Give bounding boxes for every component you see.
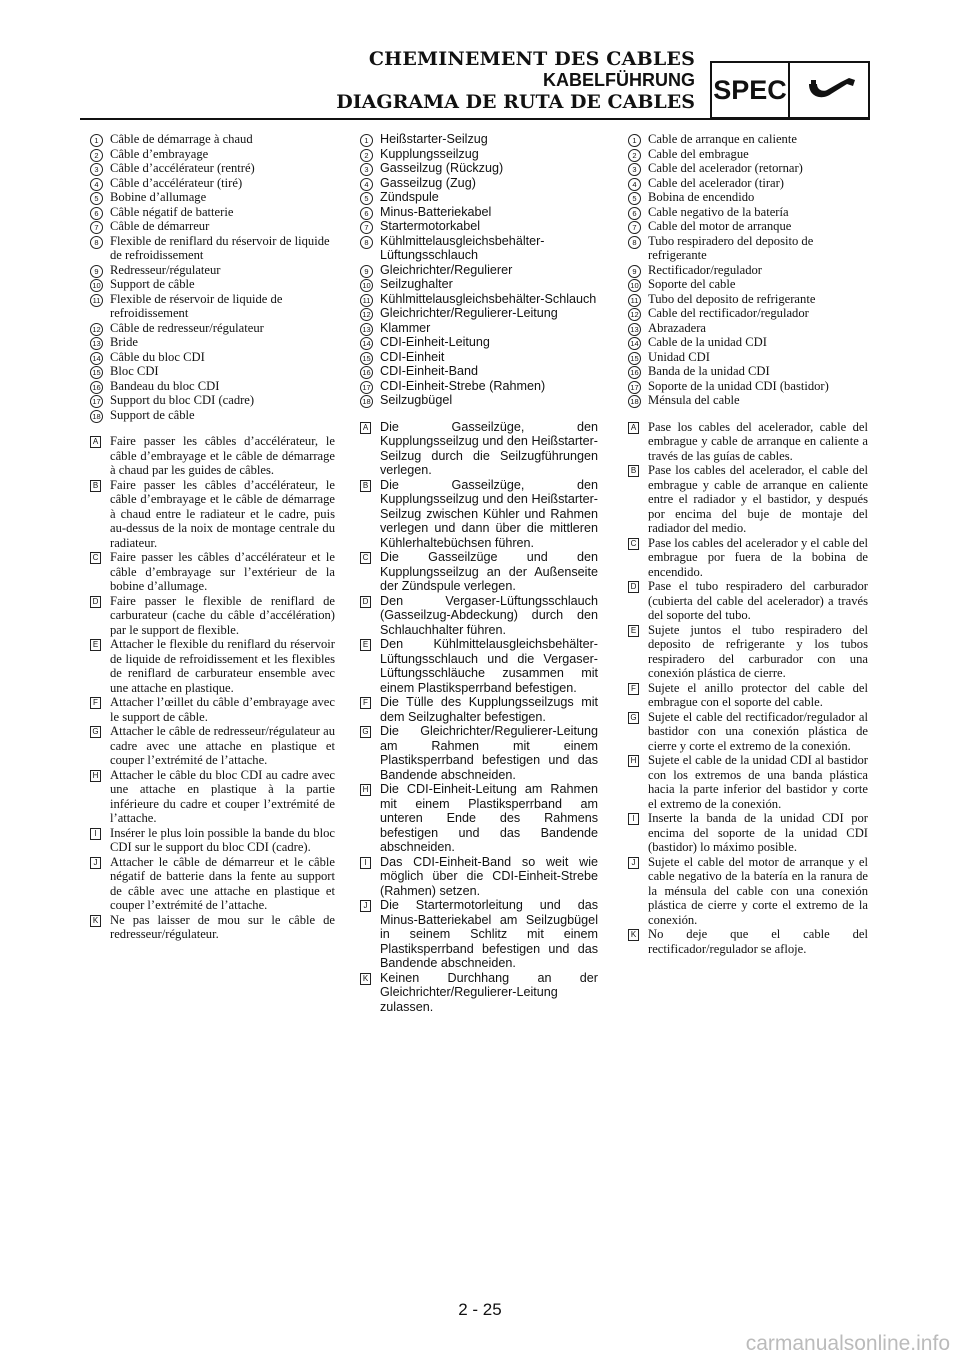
part-item (628, 292, 868, 307)
part-item (360, 263, 598, 278)
routing-note (628, 463, 868, 536)
note-letter: A (90, 436, 101, 448)
part-item (360, 335, 598, 350)
item-text: Support du bloc CDI (cadre) (110, 393, 255, 407)
item-text: Tubo del deposito de refrigerante (648, 291, 816, 306)
part-item (628, 176, 868, 191)
item-number: 15 (628, 352, 641, 365)
part-item (360, 292, 598, 307)
item-number: 1 (628, 134, 641, 147)
part-item (360, 306, 598, 321)
note-text: Die CDI-Einheit-Leitung am Rahmen mit einem Plastiksperrband am unteren Ende des Rahmens befestigen und das Bandende abschneiden. (380, 782, 598, 854)
item-number: 9 (90, 265, 103, 278)
part-item (90, 364, 335, 379)
part-item (360, 393, 598, 408)
note-text: Faire passer le flexible de reniflard de carburateur (cache du câble d’accélération) par le support de flexible. (110, 593, 335, 637)
routing-note (628, 927, 868, 956)
note-text: Die Gasseilzüge und den Kupplungsseilzug an der Außenseite der Zündspule verlegen. (380, 550, 598, 593)
item-number: 3 (90, 163, 103, 176)
note-letter: G (90, 726, 101, 738)
item-text: Gasseilzug (Rückzug) (380, 161, 504, 175)
part-item (628, 190, 868, 205)
item-text: Câble de redresseur/régulateur (110, 320, 264, 335)
item-number: 12 (360, 308, 373, 321)
item-number: 4 (628, 178, 641, 191)
item-text: Câble d’accélérateur (rentré) (110, 161, 255, 175)
watermark: carmanualsonline.info (745, 1332, 950, 1355)
item-text: Cable del rectificador/regulador (648, 306, 809, 320)
item-text: Soporte de la unidad CDI (bastidor) (648, 378, 829, 393)
part-item (628, 161, 868, 176)
wrench-icon (801, 72, 857, 108)
note-letter: J (360, 900, 371, 912)
item-text: CDI-Einheit-Strebe (Rahmen) (380, 378, 546, 393)
item-number: 10 (628, 279, 641, 292)
page-number: 2 - 25 (458, 1300, 502, 1319)
note-text: Faire passer les câbles d’accélérateur et le câble d’embrayage sur l’extérieur de la bobine d’allumage. (110, 550, 335, 593)
item-text: CDI-Einheit (380, 349, 445, 364)
routing-note (628, 753, 868, 811)
item-number: 5 (90, 192, 103, 205)
item-number: 1 (360, 134, 373, 147)
item-number: 10 (90, 279, 103, 292)
item-number: 5 (628, 192, 641, 205)
item-number: 5 (360, 192, 373, 205)
part-item (90, 161, 335, 176)
routing-note (90, 434, 335, 478)
note-text: Sujete juntos el tubo respiradero del deposito de refrigerante y los tubos respiradero del carburador con una conexión plástica de cierre. (648, 622, 868, 680)
note-letter: C (628, 538, 639, 550)
item-number: 13 (360, 323, 373, 336)
note-letter: E (360, 639, 371, 651)
part-item (360, 176, 598, 191)
part-item (360, 234, 598, 263)
item-text: Bride (110, 335, 138, 349)
part-item (360, 205, 598, 220)
item-number: 2 (360, 149, 373, 162)
routing-note (628, 681, 868, 710)
routing-note (360, 782, 598, 855)
note-letter: C (360, 552, 371, 564)
item-number: 11 (360, 294, 373, 307)
part-item (628, 219, 868, 234)
item-number: 13 (90, 337, 103, 350)
item-number: 7 (628, 221, 641, 234)
item-text: Kühlmittelausgleichsbehälter-Schlauch (380, 291, 597, 306)
item-text: Startermotorkabel (380, 219, 481, 233)
part-list-de (360, 132, 598, 408)
item-number: 2 (90, 149, 103, 162)
routing-note (360, 478, 598, 551)
part-item (360, 161, 598, 176)
title-de: KABELFÜHRUNG (543, 70, 695, 90)
note-text: Attacher le flexible du reniflard du réservoir de liquide de refroidissement et les flexibles de reniflard de carburateur ensemble avec une attache en plastique. (110, 637, 335, 695)
note-text: Die Gleichrichter/Regulierer-Leitung am Rahmen mit einem Plastiksperrband befestigen und das Bandende abschneiden. (380, 724, 598, 782)
routing-note (90, 478, 335, 551)
note-text: No deje que el cable del rectificador/regulador se afloje. (648, 927, 868, 956)
item-text: Bloc CDI (110, 364, 159, 378)
spec-badge: SPEC (710, 61, 790, 119)
item-number: 10 (360, 279, 373, 292)
part-item (90, 234, 335, 263)
part-item (628, 205, 868, 220)
item-number: 18 (360, 395, 373, 408)
item-number: 11 (90, 294, 103, 307)
notes-de (360, 420, 598, 1015)
part-item (628, 335, 868, 350)
item-number: 11 (628, 294, 641, 307)
part-item (90, 176, 335, 191)
routing-note (628, 420, 868, 464)
note-letter: I (90, 828, 101, 840)
item-number: 7 (90, 221, 103, 234)
item-text: Flexible de réservoir de liquide de refroidissement (110, 291, 283, 320)
note-text: Die Startermotorleitung und das Minus-Batteriekabel am Seilzugbügel in seinem Schlitz mit einem Plastiksperrband befestigen und das Bandende abschneiden. (380, 898, 598, 970)
routing-note (360, 550, 598, 594)
title-fr: CHEMINEMENT DES CABLES (368, 48, 695, 70)
note-letter: B (90, 480, 101, 492)
item-number: 14 (360, 337, 373, 350)
note-letter: E (628, 625, 639, 637)
part-item (360, 190, 598, 205)
part-item (628, 277, 868, 292)
routing-note (360, 695, 598, 724)
note-letter: H (90, 770, 101, 782)
note-letter: F (90, 697, 101, 709)
item-number: 7 (360, 221, 373, 234)
item-text: Cable del acelerador (retornar) (648, 161, 803, 175)
item-number: 15 (90, 366, 103, 379)
item-text: Unidad CDI (648, 349, 710, 364)
part-item (360, 379, 598, 394)
note-text: Sujete el cable del rectificador/regulador al bastidor con una conexión plástica de cierre y corte el extremo de la conexión. (648, 709, 868, 753)
item-number: 6 (360, 207, 373, 220)
part-item (90, 263, 335, 278)
item-text: Bandeau du bloc CDI (110, 378, 220, 393)
item-text: Cable del embrague (648, 146, 749, 161)
item-text: Abrazadera (648, 320, 707, 335)
item-text: Support de câble (110, 277, 195, 291)
item-text: Cable del acelerador (tirar) (648, 175, 784, 190)
routing-note (90, 550, 335, 594)
note-letter: D (628, 581, 639, 593)
note-text: Inserte la banda de la unidad CDI por encima del soporte de la unidad CDI (bastidor) lo máximo posible. (648, 811, 868, 854)
part-item (628, 321, 868, 336)
note-letter: K (628, 929, 639, 941)
item-text: Cable del motor de arranque (648, 219, 792, 233)
item-text: Klammer (380, 320, 431, 335)
note-letter: I (628, 813, 639, 825)
routing-note (90, 724, 335, 768)
part-item (90, 335, 335, 350)
note-letter: G (360, 726, 371, 738)
part-item (628, 263, 868, 278)
item-text: Gasseilzug (Zug) (380, 175, 476, 190)
item-text: Soporte del cable (648, 277, 736, 291)
item-number: 9 (628, 265, 641, 278)
item-number: 2 (628, 149, 641, 162)
routing-note (360, 594, 598, 638)
note-text: Attacher le câble du bloc CDI au cadre avec une attache en plastique à la partie inférieure du cadre et couper l’extrémité de l’attache. (110, 767, 335, 825)
item-text: Cable negativo de la batería (648, 204, 789, 219)
part-item (360, 219, 598, 234)
item-text: Banda de la unidad CDI (648, 364, 770, 378)
item-text: Zündspule (380, 190, 439, 204)
part-item (90, 292, 335, 321)
part-item (628, 379, 868, 394)
item-text: Câble d’embrayage (110, 146, 209, 161)
item-number: 16 (90, 381, 103, 394)
item-text: Ménsula del cable (648, 393, 740, 407)
note-text: Die Tülle des Kupplungsseilzugs mit dem Seilzughalter befestigen. (380, 695, 598, 724)
note-text: Keinen Durchhang an der Gleichrichter/Regulierer-Leitung zulassen. (380, 970, 598, 1014)
column-french (90, 132, 335, 942)
item-text: Câble de démarrage à chaud (110, 132, 253, 146)
part-item (628, 364, 868, 379)
part-item (360, 321, 598, 336)
item-text: Tubo respiradero del deposito de refrigerante (648, 233, 814, 262)
routing-note (360, 724, 598, 782)
note-text: Attacher l’œillet du câble d’embrayage avec le support de câble. (110, 695, 335, 724)
item-text: Câble négatif de batterie (110, 204, 234, 219)
item-number: 4 (90, 178, 103, 191)
item-number: 4 (360, 178, 373, 191)
part-item (628, 350, 868, 365)
note-text: Attacher le câble de redresseur/régulateur au cadre avec une attache en plastique et couper l’extrémité de l’attache. (110, 724, 335, 767)
item-text: CDI-Einheit-Band (380, 364, 478, 378)
note-text: Die Gasseilzüge, den Kupplungsseilzug und den Heißstarter-Seilzug durch die Seilzugführungen verlegen. (380, 419, 598, 477)
part-item (90, 132, 335, 147)
item-number: 14 (628, 337, 641, 350)
item-text: Flexible de reniflard du réservoir de liquide de refroidissement (110, 233, 330, 262)
title-es: DIAGRAMA DE RUTA DE CABLES (336, 91, 695, 113)
notes-es (628, 420, 868, 957)
item-number: 17 (628, 381, 641, 394)
item-text: Cable de arranque en caliente (648, 132, 797, 146)
part-item (90, 408, 335, 423)
item-text: Câble d’accélérateur (tiré) (110, 175, 243, 190)
item-text: Redresseur/régulateur (110, 262, 221, 277)
item-text: Bobine d’allumage (110, 190, 207, 204)
item-number: 16 (360, 366, 373, 379)
note-text: Sujete el anillo protector del cable del embrague con el soporte del cable. (648, 680, 868, 709)
part-item (360, 350, 598, 365)
part-item (90, 350, 335, 365)
routing-note (628, 579, 868, 623)
routing-note (360, 855, 598, 899)
note-letter: G (628, 712, 639, 724)
item-text: Support de câble (110, 407, 195, 422)
item-number: 3 (628, 163, 641, 176)
item-number: 3 (360, 163, 373, 176)
note-text: Insérer le plus loin possible la bande du bloc CDI sur le support du bloc CDI (cadre). (110, 825, 335, 854)
item-number: 13 (628, 323, 641, 336)
note-letter: B (628, 465, 639, 477)
part-item (90, 147, 335, 162)
note-letter: C (90, 552, 101, 564)
item-text: Bobina de encendido (648, 190, 755, 204)
note-letter: A (360, 422, 371, 434)
item-number: 17 (360, 381, 373, 394)
note-text: Das CDI-Einheit-Band so weit wie möglich über die CDI-Einheit-Strebe (Rahmen) setzen. (380, 854, 598, 898)
routing-note (628, 623, 868, 681)
note-letter: J (90, 857, 101, 869)
routing-note (90, 637, 335, 695)
item-number: 15 (360, 352, 373, 365)
note-letter: K (90, 915, 101, 927)
note-text: Pase los cables del acelerador y el cable del embrague por fuera de la bobina de encendido. (648, 535, 868, 579)
note-text: Ne pas laisser de mou sur le câble de redresseur/régulateur. (110, 912, 335, 941)
item-number: 8 (360, 236, 373, 249)
item-number: 17 (90, 395, 103, 408)
note-text: Den Vergaser-Lüftungsschlauch (Gasseilzug-Abdeckung) durch den Schlauchhalter führen. (380, 593, 598, 637)
note-letter: F (360, 697, 371, 709)
part-item (90, 393, 335, 408)
item-number: 14 (90, 352, 103, 365)
item-text: Kupplungsseilzug (380, 146, 479, 161)
part-item (90, 277, 335, 292)
routing-note (90, 855, 335, 913)
part-list-es (628, 132, 868, 408)
routing-note (360, 971, 598, 1015)
note-text: Pase el tubo respiradero del carburador (cubierta del cable del acelerador) a través del soporte del tubo. (648, 579, 868, 622)
item-text: Rectificador/regulador (648, 262, 762, 277)
note-letter: D (90, 596, 101, 608)
item-text: Gleichrichter/Regulierer (380, 262, 513, 277)
note-letter: B (360, 480, 371, 492)
item-text: Seilzughalter (380, 277, 453, 291)
note-letter: I (360, 857, 371, 869)
note-letter: A (628, 422, 639, 434)
note-text: Faire passer les câbles d’accélérateur, le câble d’embrayage et le câble de démarrage à chaud par les guides de câbles. (110, 434, 335, 477)
note-letter: H (628, 755, 639, 767)
item-text: Gleichrichter/Regulierer-Leitung (380, 306, 558, 320)
part-list-fr (90, 132, 335, 422)
part-item (90, 205, 335, 220)
part-item (90, 219, 335, 234)
item-number: 8 (628, 236, 641, 249)
icon-badge (788, 61, 870, 119)
note-letter: K (360, 973, 371, 985)
note-text: Faire passer les câbles d’accélérateur, le câble d’embrayage et le câble de démarrage à chaud entre le radiateur et le cadre, puis au-dessus de la noix de montage centrale du radiateur. (110, 477, 335, 550)
note-letter: F (628, 683, 639, 695)
item-number: 9 (360, 265, 373, 278)
routing-note (90, 695, 335, 724)
routing-note (360, 898, 598, 971)
item-text: CDI-Einheit-Leitung (380, 335, 490, 349)
column-spanish (628, 132, 868, 956)
routing-note (90, 913, 335, 942)
routing-note (628, 855, 868, 928)
part-item (360, 364, 598, 379)
note-text: Sujete el cable de la unidad CDI al bastidor con los extremos de una banda plástica hacia la parte inferior del bastidor y corte el extremo de la conexión. (648, 753, 868, 811)
routing-note (628, 536, 868, 580)
item-text: Seilzugbügel (380, 393, 453, 407)
note-letter: H (360, 784, 371, 796)
part-item (628, 147, 868, 162)
page-header (330, 48, 695, 113)
part-item (628, 306, 868, 321)
item-number: 16 (628, 366, 641, 379)
note-text: Pase los cables del acelerador, el cable del embrague y cable de arranque en caliente entre el radiador y el bastidor, y después por encima del buje de montaje del radiador del medio. (648, 463, 868, 535)
note-text: Sujete el cable del motor de arranque y el cable negativo de la batería en la ranura de la ménsula del cable con una conexión plástica de cierre y corte el extremo de la conexión. (648, 854, 868, 927)
note-letter: J (628, 857, 639, 869)
item-text: Câble du bloc CDI (110, 349, 205, 364)
note-letter: D (360, 596, 371, 608)
note-letter: E (90, 639, 101, 651)
item-number: 1 (90, 134, 103, 147)
note-text: Den Kühlmittelausgleichsbehälter-Lüftungsschlauch und die Vergaser-Lüftungsschläuche zusammen mit einem Plastiksperrband befestigen. (380, 637, 598, 695)
routing-note (90, 826, 335, 855)
item-number: 12 (628, 308, 641, 321)
part-item (90, 379, 335, 394)
note-text: Pase los cables del acelerador, cable del embrague y cable de arranque en caliente a través de las guías de cables. (648, 419, 868, 463)
part-item (90, 321, 335, 336)
item-text: Heißstarter-Seilzug (380, 132, 488, 146)
routing-note (360, 420, 598, 478)
routing-note (628, 710, 868, 754)
note-text: Die Gasseilzüge, den Kupplungsseilzug und den Heißstarter-Seilzug zwischen Kühler und Rahmen verlegen und dann über die mittleren Kühlerhaltebüchsen führen. (380, 477, 598, 550)
item-text: Kühlmittelausgleichsbehälter-Lüftungsschlauch (380, 233, 545, 262)
part-item (628, 234, 868, 263)
notes-fr (90, 434, 335, 942)
item-number: 18 (628, 395, 641, 408)
part-item (628, 393, 868, 408)
part-item (628, 132, 868, 147)
item-number: 12 (90, 323, 103, 336)
item-text: Cable de la unidad CDI (648, 335, 767, 349)
item-number: 8 (90, 236, 103, 249)
routing-note (628, 811, 868, 855)
routing-note (360, 637, 598, 695)
item-number: 6 (628, 207, 641, 220)
part-item (360, 147, 598, 162)
part-item (90, 190, 335, 205)
routing-note (90, 594, 335, 638)
item-number: 18 (90, 410, 103, 423)
item-text: Minus-Batteriekabel (380, 204, 492, 219)
item-number: 6 (90, 207, 103, 220)
note-text: Attacher le câble de démarreur et le câble négatif de batterie dans la fente au support de câble avec une attache en plastique et couper l’extrémité de l’attache. (110, 854, 335, 912)
part-item (360, 277, 598, 292)
part-item (360, 132, 598, 147)
routing-note (90, 768, 335, 826)
column-german (360, 132, 598, 1014)
item-text: Câble de démarreur (110, 219, 210, 233)
